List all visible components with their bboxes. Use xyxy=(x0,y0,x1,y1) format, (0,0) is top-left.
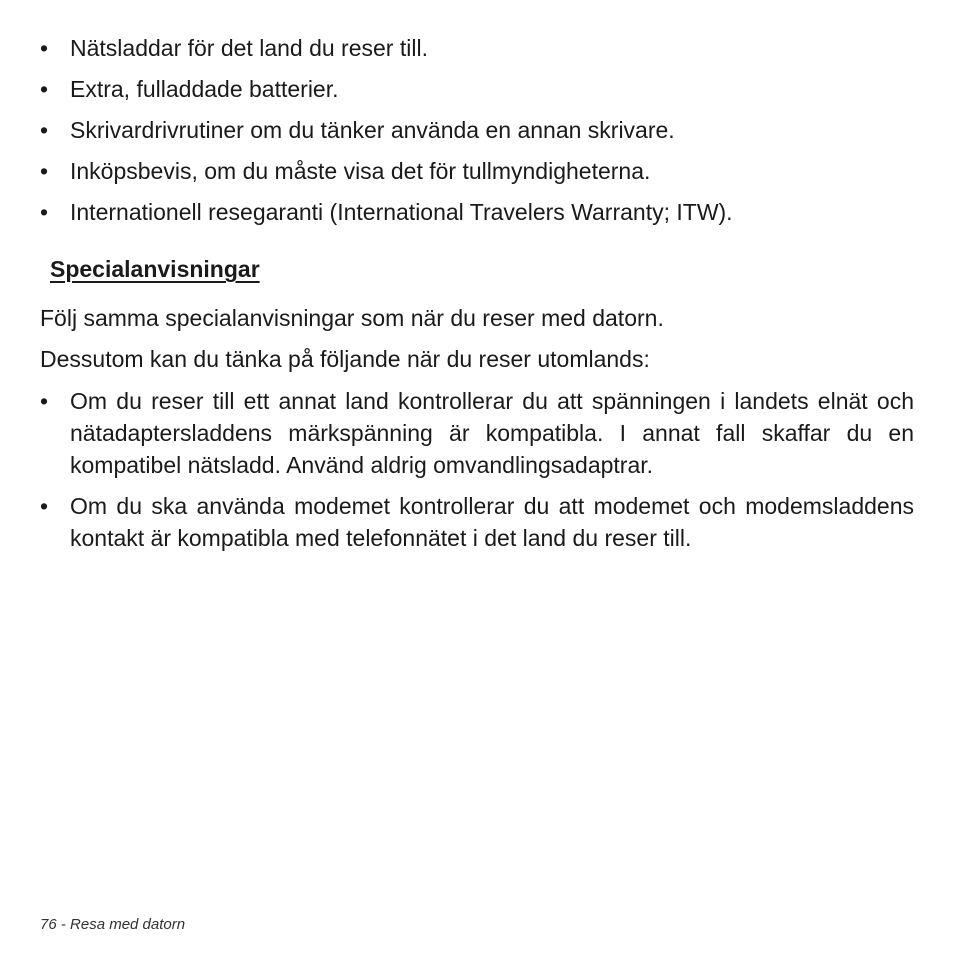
list-item-text: Skrivardrivrutiner om du tänker använda en annan skrivare. xyxy=(70,117,675,143)
section-heading-text: Specialanvisningar xyxy=(50,256,260,282)
list-item-text: Internationell resegaranti (International Travelers Warranty; ITW). xyxy=(70,199,733,225)
list-item-text: Om du reser till ett annat land kontrollerar du att spänningen i landets elnät och nätadaptersladdens märkspänning är kompatibla. I annat fall skaffar du en kompatibel nätsladd. Använd aldrig omvandlingsadaptrar. xyxy=(70,388,914,478)
bullet-icon: • xyxy=(40,117,49,143)
list-item xyxy=(40,155,914,187)
bullet-icon: • xyxy=(40,388,49,414)
bullet-icon: • xyxy=(40,76,49,102)
paragraph-abroad: Dessutom kan du tänka på följande när du reser utomlands: xyxy=(40,346,650,372)
list-item-text: Inköpsbevis, om du måste visa det för tullmyndigheterna. xyxy=(70,158,651,184)
list-item xyxy=(40,32,914,64)
bullet-icon: • xyxy=(40,158,49,184)
paragraph-intro: Följ samma specialanvisningar som när du reser med datorn. xyxy=(40,305,664,331)
list-item-text: Extra, fulladdade batterier. xyxy=(70,76,339,102)
special-instructions-list xyxy=(40,385,914,563)
list-item xyxy=(40,385,914,481)
section-heading xyxy=(50,253,260,285)
list-item-text: Om du ska använda modemet kontrollerar du att modemet och modemsladdens kontakt är kompatibla med telefonnätet i det land du reser till. xyxy=(70,493,914,551)
list-item xyxy=(40,114,914,146)
list-item-text: Nätsladdar för det land du reser till. xyxy=(70,35,428,61)
list-item xyxy=(40,196,914,228)
bullet-icon: • xyxy=(40,35,49,61)
page-footer: 76 - Resa med datorn xyxy=(40,916,186,933)
list-item xyxy=(40,73,914,105)
bullet-icon: • xyxy=(40,493,49,519)
packing-list xyxy=(40,32,914,237)
bullet-icon: • xyxy=(40,199,49,225)
list-item xyxy=(40,490,914,554)
